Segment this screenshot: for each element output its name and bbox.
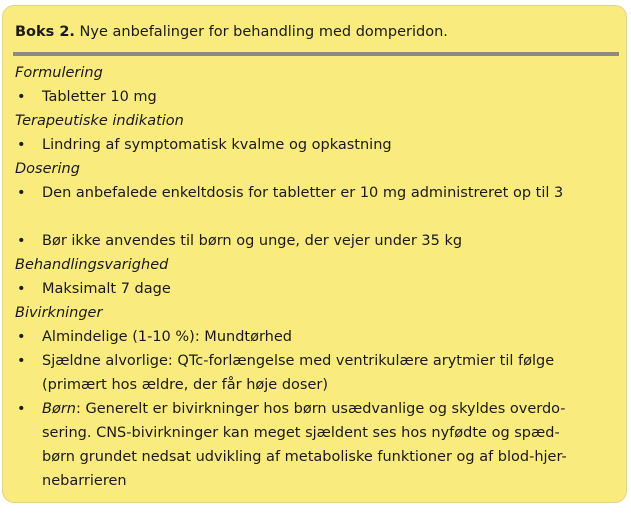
- list-item-text: Almindelige (1-10 %): Mundtørhed: [42, 329, 292, 345]
- list-item-text: [42, 397, 566, 421]
- list-item-continuation: [15, 445, 615, 469]
- bullet-icon: •: [17, 329, 26, 345]
- bullet-icon: •: [17, 233, 26, 249]
- list-item: [15, 349, 615, 373]
- list-item-text: Den anbefalede enkeltdosis for tabletter er 10 mg administreret op til 3: [42, 185, 564, 201]
- list-item: [15, 397, 615, 421]
- bullet-icon: •: [17, 353, 26, 369]
- box-title-label: Boks 2.: [15, 24, 75, 40]
- bullet-icon: •: [17, 185, 26, 201]
- section-heading-dosering: Dosering: [15, 161, 80, 177]
- list-item-text: Lindring af symptomatisk kvalme og opkastning: [42, 137, 392, 153]
- list-item: [15, 181, 615, 205]
- list-item-text: nebarrieren: [42, 473, 127, 489]
- section-heading-indikation: Terapeutiske indikation: [15, 113, 184, 129]
- title-divider: [13, 52, 619, 56]
- list-item-text: Sjældne alvorlige: QTc-forlængelse med ventrikulære arytmier til følge: [42, 353, 555, 369]
- children-label: Børn: [42, 401, 76, 417]
- list-item-continuation: [15, 469, 615, 493]
- list-item-text: børn grundet nedsat udvikling af metaboliske funktioner og af blod-hjer-: [42, 449, 567, 465]
- list-item: [15, 85, 615, 109]
- list-item-continuation: [15, 373, 615, 397]
- list-item: [15, 133, 615, 157]
- list-item-text: (primært hos ældre, der får høje doser): [42, 377, 328, 393]
- box-content: [15, 61, 615, 493]
- bullet-icon: •: [17, 89, 26, 105]
- box-title-text: Nye anbefalinger for behandling med domperidon.: [74, 24, 448, 40]
- section-heading-bivirkninger: Bivirkninger: [15, 305, 103, 321]
- list-item-text: Bør ikke anvendes til børn og unge, der vejer under 35 kg: [42, 233, 463, 249]
- box-title: [15, 23, 448, 41]
- list-item-text: sering. CNS-bivirkninger kan meget sjældent ses hos nyfødte og spæd-: [42, 425, 560, 441]
- bullet-icon: •: [17, 137, 26, 153]
- info-box: [2, 5, 627, 503]
- list-item-continuation: [15, 421, 615, 445]
- list-item-text: Tabletter 10 mg: [42, 89, 157, 105]
- list-item: [15, 277, 615, 301]
- children-text: : Generelt er bivirkninger hos børn usædvanlige og skyldes overdo-: [75, 401, 566, 417]
- bullet-icon: •: [17, 281, 26, 297]
- list-item: [15, 325, 615, 349]
- section-heading-formulering: Formulering: [15, 65, 103, 81]
- bullet-icon: •: [17, 401, 26, 417]
- section-heading-varighed: Behandlingsvarighed: [15, 257, 169, 273]
- list-item-text: Maksimalt 7 dage: [42, 281, 171, 297]
- blank-line: [15, 205, 615, 229]
- list-item: [15, 229, 615, 253]
